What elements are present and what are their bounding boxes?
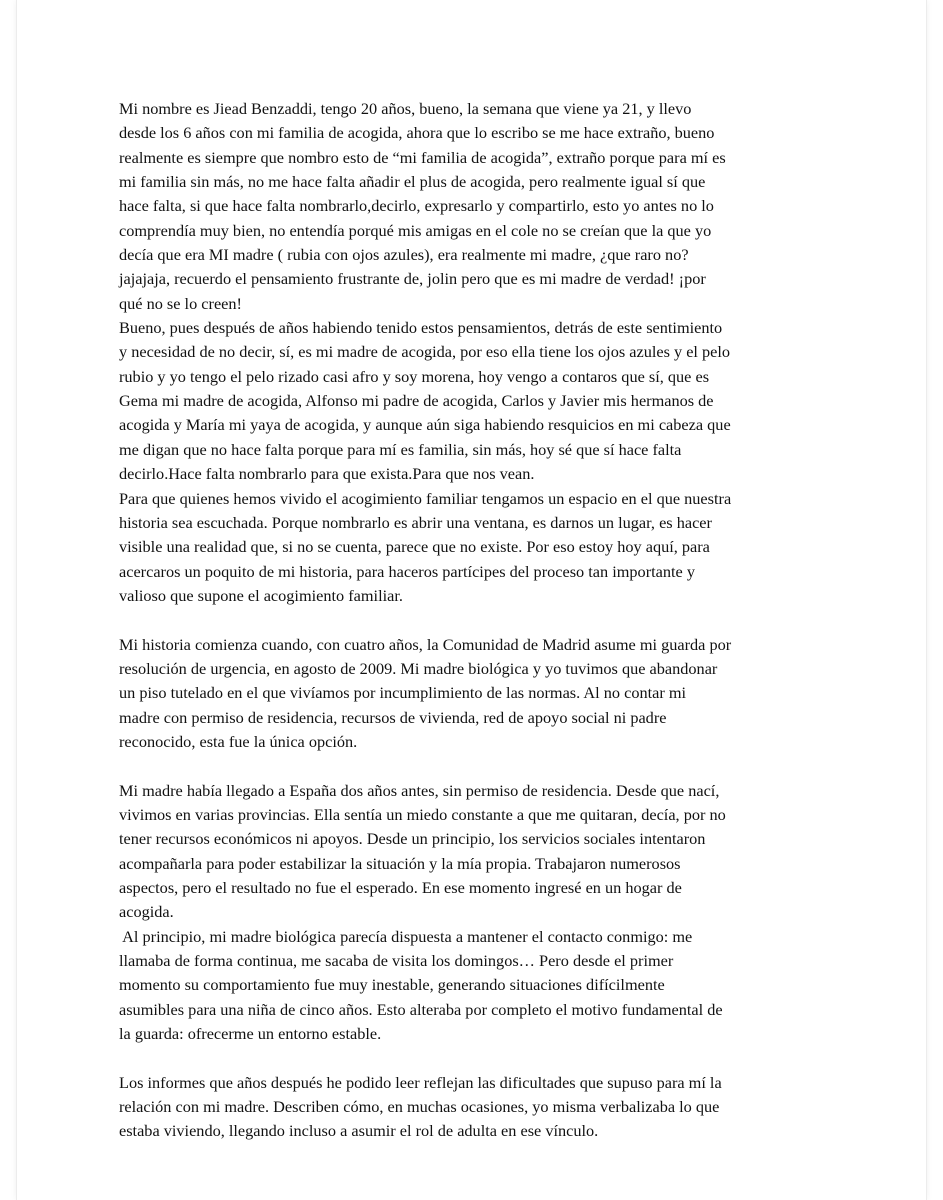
text-line: tener recursos económicos ni apoyos. Desde un principio, los servicios sociales intentaron (119, 829, 706, 849)
text-line: decirlo.Hace falta nombrarlo para que exista.Para que nos vean. (119, 464, 535, 484)
text-line: relación con mi madre. Describen cómo, en muchas ocasiones, yo misma verbalizaba lo que (119, 1097, 720, 1117)
document-page (16, 0, 927, 1200)
text-line: Los informes que años después he podido leer reflejan las dificultades que supuso para mí la (119, 1072, 722, 1092)
text-line: vivimos en varias provincias. Ella sentía un miedo constante a que me quitaran, decía, por no (119, 804, 726, 824)
text-line: Gema mi madre de acogida, Alfonso mi padre de acogida, Carlos y Javier mis hermanos de (119, 391, 714, 411)
text-line: aspectos, pero el resultado no fue el esperado. En ese momento ingresé en un hogar de (119, 878, 682, 897)
text-line: asumibles para una niña de cinco años. Esto alteraba por completo el motivo fundamental de (119, 999, 723, 1019)
text-line: comprendía muy bien, no entendía porqué mis amigas en el cole no se creían que la que yo (119, 220, 712, 240)
text-line: desde los 6 años con mi familia de acogida, ahora que lo escribo se me hace extraño, bueno (119, 123, 715, 143)
text-line: Bueno, pues después de años habiendo tenido estos pensamientos, detrás de este sentimiento (119, 318, 723, 338)
text-line: mi familia sin más, no me hace falta añadir el plus de acogida, pero realmente igual sí que (119, 172, 706, 192)
text-line: momento su comportamiento fue muy inestable, generando situaciones difícilmente (119, 975, 665, 995)
text-line: la guarda: ofrecerme un entorno estable. (119, 1024, 382, 1044)
text-line: me digan que no hace falta porque para mí es familia, sin más, hoy sé que sí hace falta (119, 439, 682, 459)
text-line: Mi madre había llegado a España dos años antes, sin permiso de residencia. Desde que nací, (119, 780, 720, 800)
text-line: resolución de urgencia, en agosto de 2009. Mi madre biológica y yo tuvimos que abandonar (119, 658, 718, 678)
text-line: Mi historia comienza cuando, con cuatro años, la Comunidad de Madrid asume mi guarda por (119, 634, 732, 654)
text-line: acompañarla para poder estabilizar la situación y la mía propia. Trabajaron numerosos (119, 853, 681, 873)
text-line: realmente es siempre que nombro esto de “mi familia de acogida”, extraño porque para mí es (119, 147, 726, 167)
text-line: reconocido, esta fue la única opción. (119, 731, 358, 751)
text-line: llamaba de forma continua, me sacaba de visita los domingos… Pero desde el primer (119, 951, 674, 971)
text-line: valioso que supone el acogimiento familiar. (119, 585, 403, 605)
text-line: Al principio, mi madre biológica parecía dispuesta a mantener el contacto conmigo: me (119, 926, 693, 946)
text-line: acercaros un poquito de mi historia, para haceros partícipes del proceso tan importante y (119, 561, 695, 581)
text-line: Para que quienes hemos vivido el acogimiento familiar tengamos un espacio en el que nuestra (119, 488, 732, 508)
text-line: visible una realidad que, si no se cuenta, parece que no existe. Por eso estoy hoy aquí, para (119, 537, 710, 557)
text-line: un piso tutelado en el que vivíamos por incumplimiento de las normas. Al no contar mi (119, 683, 687, 703)
text-line: rubio y yo tengo el pelo rizado casi afro y soy morena, hoy vengo a contaros que sí, que es (119, 366, 710, 386)
text-line: decía que era MI madre ( rubia con ojos azules), era realmente mi madre, ¿que raro no? (119, 245, 689, 265)
text-line: historia sea escuchada. Porque nombrarlo es abrir una ventana, es darnos un lugar, es hacer (119, 512, 712, 532)
text-line: y necesidad de no decir, sí, es mi madre de acogida, por eso ella tiene los ojos azules y el pelo (119, 342, 731, 362)
text-line: Mi nombre es Jiead Benzaddi, tengo 20 años, bueno, la semana que viene ya 21, y llevo (119, 99, 692, 118)
text-line: acogida y María mi yaya de acogida, y aunque aún siga habiendo resquicios en mi cabeza que (119, 415, 731, 435)
text-line: jajajaja, recuerdo el pensamiento frustrante de, jolin pero que es mi madre de verdad! ¡por (119, 269, 706, 289)
document-body (119, 97, 839, 1144)
text-line: madre con permiso de residencia, recursos de vivienda, red de apoyo social ni padre (119, 707, 667, 727)
text-line: estaba viviendo, llegando incluso a asumir el rol de adulta en ese vínculo. (119, 1121, 599, 1141)
text-line: qué no se lo creen! (119, 293, 242, 313)
text-line: hace falta, si que hace falta nombrarlo,decirlo, expresarlo y compartirlo, esto yo antes no lo (119, 196, 714, 216)
text-line: acogida. (119, 902, 174, 922)
